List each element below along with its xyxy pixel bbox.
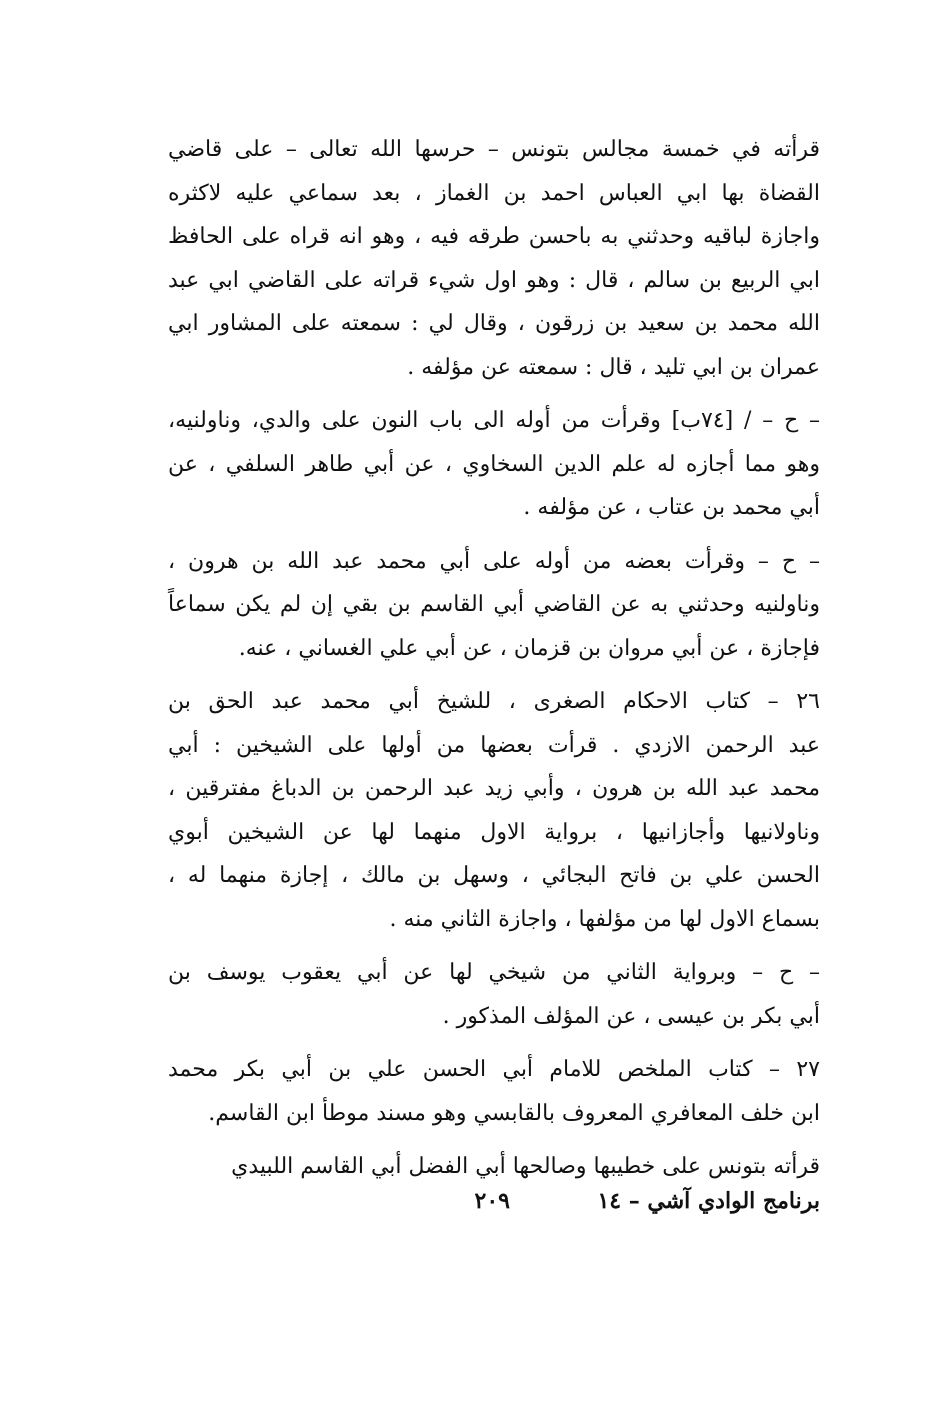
text-line: أبي محمد بن عتاب ، عن مؤلفه . xyxy=(523,495,820,520)
text-line: ابن خلف المعافري المعروف بالقابسي وهو مسند موطأ ابن القاسم. xyxy=(208,1100,820,1126)
text-line: – ح – وقرأت بعضه من أوله على أبي محمد عبد الله بن هرون ، xyxy=(168,548,820,574)
paragraph xyxy=(168,540,820,671)
paragraph xyxy=(168,680,820,941)
text-line: ٢٧ – كتاب الملخص للامام أبي الحسن علي بن أبي بكر محمد xyxy=(168,1057,820,1082)
text-line: – ح – وبرواية الثاني من شيخي لها عن أبي يعقوب يوسف بن xyxy=(168,960,820,985)
text-line: عمران بن ابي تليد ، قال : سمعته عن مؤلفه . xyxy=(407,354,820,380)
text-line: – ح – / [٧٤ب] وقرأت من أوله الى باب النون على والدي، وناولنيه، xyxy=(168,408,820,433)
text-line: محمد عبد الله بن هرون ، وأبي زيد عبد الرحمن بن الدباغ مفترقين ، xyxy=(168,776,820,801)
text-line: واجازة لباقيه وحدثني به باحسن طرقه فيه ، وهو انه قراه على الحافظ xyxy=(168,224,820,249)
text-line: القضاة بها ابي العباس احمد بن الغماز ، بعد سماعي عليه لاكثره xyxy=(168,180,820,206)
paragraph xyxy=(168,951,820,1038)
text-line: قرأته بتونس على خطيبها وصالحها أبي الفضل أبي القاسم اللبيدي xyxy=(231,1154,820,1179)
text-line: وهو مما أجازه له علم الدين السخاوي ، عن أبي طاهر السلفي ، عن xyxy=(168,451,820,477)
text-line: وناولانيها وأجازانيها ، برواية الاول منهما لها عن الشيخين أبوي xyxy=(168,819,820,845)
text-line: وناولنيه وحدثني به عن القاضي أبي القاسم بن بقي إن لم يكن سماعاً xyxy=(168,592,820,617)
paragraph xyxy=(168,399,820,530)
text-line: الحسن علي بن فاتح البجائي ، وسهل بن مالك ، إجازة منهما له ، xyxy=(168,863,820,888)
text-line: قرأته في خمسة مجالس بتونس – حرسها الله تعالى – على قاضي xyxy=(168,137,820,162)
paragraph xyxy=(168,1048,820,1135)
book-title: برنامج الوادي آشي – ١٤ xyxy=(597,1188,820,1214)
text-line: فإجازة ، عن أبي مروان بن قزمان ، عن أبي علي الغساني ، عنه. xyxy=(238,635,820,661)
body-text xyxy=(168,128,820,1189)
text-line: بسماع الاول لها من مؤلفها ، واجازة الثاني منه . xyxy=(389,906,820,932)
text-line: الله محمد بن سعيد بن زرقون ، وقال لي : سمعته على المشاور ابي xyxy=(168,311,820,336)
text-line: أبي بكر بن عيسى ، عن المؤلف المذكور . xyxy=(442,1003,820,1029)
page-number: ٢٠٩ xyxy=(474,1188,510,1214)
paragraph xyxy=(168,128,820,389)
paragraph xyxy=(168,1145,820,1189)
page-footer xyxy=(150,1188,820,1228)
text-line: عبد الرحمن الازدي . قرأت بعضها من أولها على الشيخين : أبي xyxy=(168,732,820,758)
text-line: ابي الربيع بن سالم ، قال : وهو اول شيء قراته على القاضي ابي عبد xyxy=(168,267,820,293)
text-line: ٢٦ – كتاب الاحكام الصغرى ، للشيخ أبي محمد عبد الحق بن xyxy=(168,689,820,714)
